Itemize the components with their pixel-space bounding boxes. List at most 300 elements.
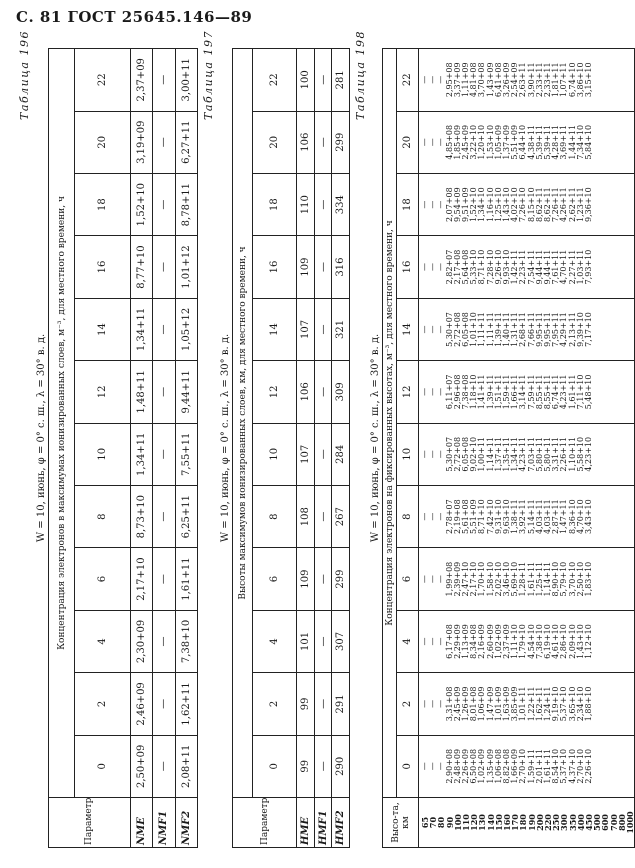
value: 7,17+10 bbox=[584, 312, 594, 347]
hour-cell: 0 bbox=[75, 735, 131, 797]
value: 1,31+11 bbox=[510, 312, 520, 347]
value: 7,11+10 bbox=[575, 374, 585, 410]
value: 3,22+10 bbox=[469, 124, 479, 160]
value: 9,31+10 bbox=[493, 499, 503, 535]
value: 1,37+09 bbox=[502, 124, 512, 160]
value-cell: 284 bbox=[332, 423, 350, 485]
value: 2,17+10 bbox=[469, 561, 479, 597]
value: — bbox=[436, 575, 446, 584]
value: 5,33+10 bbox=[469, 249, 479, 285]
rotated-page bbox=[16, 28, 635, 848]
value: 2,72+08 bbox=[452, 436, 462, 472]
value: 1,47+09 bbox=[485, 686, 495, 722]
value-cell: 99 bbox=[297, 735, 315, 797]
value: — bbox=[420, 637, 429, 646]
param-name-cell: NME bbox=[130, 798, 152, 848]
value: — bbox=[420, 699, 429, 708]
value: 1,11+09 bbox=[461, 62, 471, 98]
value: 2,96+08 bbox=[452, 374, 462, 410]
height-value: 70 bbox=[428, 816, 439, 829]
value: — bbox=[420, 325, 429, 334]
value: 1,10+11 bbox=[567, 436, 577, 472]
value-cell: — bbox=[153, 673, 175, 735]
value: — bbox=[428, 200, 438, 209]
value: 5,37+10 bbox=[559, 686, 569, 722]
value: 4,38+11 bbox=[526, 124, 536, 160]
param-name-cell: NMF1 bbox=[153, 798, 175, 848]
hour-cell: 4 bbox=[75, 610, 131, 672]
value: 1,22+11 bbox=[526, 686, 536, 722]
value: 3,31+08 bbox=[444, 686, 454, 722]
value: — bbox=[428, 575, 438, 584]
hour-cell: 22 bbox=[253, 49, 297, 112]
value: 5,80+11 bbox=[543, 436, 553, 472]
value: 1,51+11 bbox=[493, 374, 503, 410]
value: — bbox=[436, 699, 446, 708]
value: — bbox=[436, 637, 446, 646]
value-cell: 8,77+10 bbox=[130, 236, 152, 298]
value: 5,84+10 bbox=[584, 124, 594, 160]
value: — bbox=[428, 325, 438, 334]
value: 2,48+09 bbox=[452, 748, 462, 784]
value: 7,95+11 bbox=[551, 312, 561, 347]
value-cell: 8,78+11 bbox=[175, 173, 197, 235]
value: 1,23+11 bbox=[575, 187, 585, 222]
value: 1,13+09 bbox=[461, 624, 471, 659]
height-value: 1000 bbox=[625, 811, 635, 834]
value-cell: 106 bbox=[297, 361, 315, 423]
value: 1,01+10 bbox=[469, 312, 479, 347]
value: — bbox=[436, 325, 446, 334]
value: 3,86+10 bbox=[575, 62, 585, 98]
param-name-cell: HMF2 bbox=[332, 798, 350, 848]
value: 2,87+11 bbox=[551, 499, 561, 535]
value: 4,29+11 bbox=[559, 312, 569, 347]
value: 8,34+08 bbox=[469, 624, 479, 659]
value-cell: 2,17+10 bbox=[130, 548, 152, 610]
hour-cell: 10 bbox=[253, 423, 297, 485]
value-column-cell bbox=[419, 423, 635, 485]
hour-cell: 0 bbox=[397, 735, 419, 797]
table-row bbox=[332, 49, 350, 848]
value: 1,28+11 bbox=[518, 561, 528, 597]
hour-cell: 16 bbox=[75, 236, 131, 298]
hour-cell: 2 bbox=[75, 673, 131, 735]
value-cell: — bbox=[314, 173, 332, 235]
value: — bbox=[428, 75, 438, 84]
value-column-cell bbox=[419, 111, 635, 173]
value: 1,06+08 bbox=[493, 748, 503, 784]
value: 3,65+10 bbox=[567, 686, 577, 722]
value: 5,64+08 bbox=[461, 249, 471, 285]
value-cell: — bbox=[153, 236, 175, 298]
value: 1,62+11 bbox=[534, 686, 544, 722]
value-cell: 109 bbox=[297, 548, 315, 610]
value: 1,02+09 bbox=[493, 624, 503, 659]
value: 1,44+11 bbox=[567, 124, 577, 160]
value-cell: — bbox=[153, 361, 175, 423]
value-cell: 6,27+11 bbox=[175, 111, 197, 173]
value: 1,88+10 bbox=[584, 686, 594, 722]
value: — bbox=[428, 512, 438, 521]
hour-cell: 14 bbox=[253, 298, 297, 360]
value: 5,30+07 bbox=[444, 436, 454, 472]
table-row bbox=[153, 49, 175, 848]
value-cell: 7,55+11 bbox=[175, 423, 197, 485]
value-cell: — bbox=[314, 49, 332, 112]
table-197-label: Таблица 197 bbox=[202, 30, 215, 120]
value: — bbox=[420, 762, 429, 771]
value: 1,18+10 bbox=[469, 374, 479, 410]
value-cell: 101 bbox=[297, 610, 315, 672]
hour-cell: 18 bbox=[75, 173, 131, 235]
hour-cell: 2 bbox=[253, 673, 297, 735]
value-cell: — bbox=[153, 423, 175, 485]
hour-cell: 10 bbox=[75, 423, 131, 485]
value: 2,34+10 bbox=[575, 686, 585, 722]
value: 7,34+10 bbox=[575, 124, 585, 160]
value: 6,19+10 bbox=[543, 624, 553, 659]
value: 3,43+10 bbox=[584, 499, 594, 535]
heights-cell bbox=[419, 798, 635, 848]
value-cell: — bbox=[314, 423, 332, 485]
value: 2,70+10 bbox=[518, 748, 528, 784]
value: 7,59+11 bbox=[526, 374, 536, 410]
value: 9,54+09 bbox=[452, 187, 462, 222]
value: 9,93+10 bbox=[502, 249, 512, 285]
value: 3,69+11 bbox=[559, 124, 569, 160]
value: 9,95+11 bbox=[543, 312, 553, 347]
value: 8,62+11 bbox=[543, 187, 553, 222]
value: 2,72+08 bbox=[452, 312, 462, 347]
value-cell: 316 bbox=[332, 236, 350, 298]
value: 5,51+09 bbox=[469, 499, 479, 535]
value-cell: — bbox=[314, 548, 332, 610]
value: 5,48+10 bbox=[584, 374, 594, 410]
value: 2,26+10 bbox=[584, 748, 594, 784]
value: 8,01+08 bbox=[469, 686, 479, 722]
value-cell: 334 bbox=[332, 173, 350, 235]
value: 3,37+09 bbox=[452, 62, 462, 98]
value-column-cell bbox=[419, 173, 635, 235]
value-cell: 1,52+10 bbox=[130, 173, 152, 235]
value: 9,19+10 bbox=[551, 686, 561, 722]
table-198-span-header: Концентрация электронов на фиксированных высотах, м⁻³, для местного времени, ч bbox=[383, 49, 397, 798]
value: 1,39+11 bbox=[485, 374, 495, 410]
value: 2,50+10 bbox=[575, 561, 585, 597]
value-cell: — bbox=[314, 485, 332, 547]
value-cell: 1,48+11 bbox=[130, 361, 152, 423]
value: — bbox=[428, 263, 438, 272]
value: 6,44+10 bbox=[518, 124, 528, 160]
value: 8,54+10 bbox=[551, 748, 561, 784]
value-cell: 267 bbox=[332, 485, 350, 547]
table-row bbox=[314, 49, 332, 848]
height-value: 700 bbox=[608, 814, 619, 831]
height-value: 150 bbox=[493, 814, 504, 831]
value: 2,86+10 bbox=[559, 624, 569, 659]
value: 4,28+11 bbox=[551, 124, 561, 160]
value: 1,63+09 bbox=[502, 686, 512, 722]
value: 1,61+11 bbox=[543, 748, 553, 784]
value-cell: 7,38+10 bbox=[175, 610, 197, 672]
value: 4,61+10 bbox=[551, 624, 561, 659]
value: 1,59+11 bbox=[502, 374, 512, 410]
hour-cell: 10 bbox=[397, 423, 419, 485]
hour-cell: 16 bbox=[397, 236, 419, 298]
value: — bbox=[436, 263, 446, 272]
value-cell: — bbox=[153, 610, 175, 672]
height-value: 110 bbox=[461, 814, 472, 831]
value: 1,01+11 bbox=[518, 686, 528, 722]
value-cell: 2,08+11 bbox=[175, 735, 197, 797]
value: 9,26+10 bbox=[493, 249, 503, 285]
table-196-param-header: Параметр bbox=[49, 798, 131, 848]
value-cell: 107 bbox=[297, 423, 315, 485]
height-value: 220 bbox=[543, 814, 554, 831]
value: 4,85+08 bbox=[444, 124, 454, 160]
value: 1,34+11 bbox=[510, 436, 520, 472]
value: 6,41+08 bbox=[493, 62, 503, 98]
value: 2,09+10 bbox=[567, 624, 577, 659]
value: 7,38+08 bbox=[461, 374, 471, 410]
value-cell: 321 bbox=[332, 298, 350, 360]
value: — bbox=[420, 263, 429, 272]
value: 7,61+11 bbox=[551, 249, 561, 285]
value: — bbox=[428, 699, 438, 708]
value: 1,53+10 bbox=[485, 124, 495, 160]
value: 6,50+08 bbox=[469, 748, 479, 784]
height-value: 400 bbox=[575, 814, 586, 831]
value: 8,55+11 bbox=[543, 374, 553, 410]
value-column-cell bbox=[419, 298, 635, 360]
value-cell: 99 bbox=[297, 673, 315, 735]
value-cell: 100 bbox=[297, 49, 315, 112]
hour-cell: 8 bbox=[75, 485, 131, 547]
value: — bbox=[420, 138, 429, 147]
value-cell: 8,73+10 bbox=[130, 485, 152, 547]
value: 8,71+10 bbox=[477, 249, 487, 285]
table-198-label: Таблица 198 bbox=[354, 30, 367, 120]
value: 8,36+10 bbox=[567, 499, 577, 535]
value: 3,70+10 bbox=[567, 561, 577, 597]
value-cell: 1,34+11 bbox=[130, 298, 152, 360]
value: 8,82+08 bbox=[502, 748, 512, 784]
value-cell: — bbox=[314, 236, 332, 298]
height-value: 120 bbox=[469, 814, 480, 831]
hour-cell: 20 bbox=[253, 111, 297, 173]
value: — bbox=[436, 200, 446, 209]
value: 2,78+07 bbox=[444, 499, 454, 535]
value: 6,05+08 bbox=[461, 436, 471, 472]
height-value: 250 bbox=[551, 814, 562, 831]
hour-cell: 22 bbox=[397, 49, 419, 112]
value: 5,51+09 bbox=[510, 124, 520, 160]
value: 8,55+11 bbox=[534, 374, 544, 410]
hour-cell: 22 bbox=[75, 49, 131, 112]
value: 2,82+07 bbox=[444, 249, 454, 285]
height-value: 300 bbox=[559, 814, 570, 831]
height-value: 500 bbox=[592, 814, 603, 831]
value: — bbox=[436, 138, 446, 147]
value: 1,20+10 bbox=[477, 124, 487, 160]
value: 1,37+11 bbox=[493, 436, 503, 472]
value: 6,11+07 bbox=[444, 374, 454, 410]
value: 1,47+11 bbox=[559, 499, 569, 535]
value: 1,40+11 bbox=[502, 312, 512, 347]
value: 9,63+10 bbox=[502, 499, 512, 535]
hour-cell: 8 bbox=[397, 485, 419, 547]
height-value: 800 bbox=[616, 814, 627, 831]
value: — bbox=[420, 512, 429, 521]
value: 4,37+10 bbox=[567, 748, 577, 784]
value: 1,16+10 bbox=[485, 187, 495, 222]
table-196 bbox=[48, 48, 198, 848]
value: 5,30+07 bbox=[444, 312, 454, 347]
value: 8,62+11 bbox=[534, 187, 544, 222]
value: 2,54+09 bbox=[510, 62, 520, 98]
value: 2,62+11 bbox=[567, 187, 577, 222]
value: 1,01+09 bbox=[493, 686, 503, 722]
value-column-cell bbox=[419, 548, 635, 610]
value-cell: 299 bbox=[332, 111, 350, 173]
value: 6,05+08 bbox=[461, 312, 471, 347]
value-cell: 109 bbox=[297, 236, 315, 298]
value-cell: — bbox=[314, 673, 332, 735]
value-cell: 9,44+11 bbox=[175, 361, 197, 423]
value: 1,38+11 bbox=[510, 499, 520, 535]
value: 8,90+10 bbox=[551, 561, 561, 597]
value: 2,13+11 bbox=[567, 312, 577, 347]
value: 2,70+10 bbox=[575, 748, 585, 784]
value: 1,41+11 bbox=[477, 374, 487, 410]
value: 6,74+10 bbox=[567, 62, 577, 98]
value: 2,02+10 bbox=[493, 561, 503, 597]
param-name-cell: HME bbox=[297, 798, 315, 848]
hour-cell: 20 bbox=[397, 111, 419, 173]
value: 5,39+11 bbox=[534, 124, 544, 160]
value: 1,58+10 bbox=[485, 561, 495, 597]
value-cell: 107 bbox=[297, 298, 315, 360]
value: 1,61+11 bbox=[567, 374, 577, 410]
table-197-hours-row bbox=[253, 49, 297, 848]
value: — bbox=[436, 762, 446, 771]
value: 5,14+11 bbox=[526, 499, 536, 535]
table-row bbox=[419, 49, 635, 848]
value: — bbox=[428, 450, 438, 459]
value: — bbox=[420, 75, 429, 84]
value: 1,34+10 bbox=[477, 187, 487, 222]
value: 1,43+10 bbox=[575, 624, 585, 659]
value: 1,26+09 bbox=[461, 686, 471, 722]
value-cell: — bbox=[314, 111, 332, 173]
value-cell: 2,46+09 bbox=[130, 673, 152, 735]
value-cell: — bbox=[314, 298, 332, 360]
table-196-label: Таблица 196 bbox=[18, 30, 31, 120]
value: 6,17+08 bbox=[444, 624, 454, 659]
height-value: 600 bbox=[600, 814, 611, 831]
value: 3,31+11 bbox=[551, 436, 561, 472]
value: 1,03+11 bbox=[575, 249, 585, 285]
value: 3,14+11 bbox=[518, 374, 528, 410]
value-cell: 281 bbox=[332, 49, 350, 112]
hour-cell: 4 bbox=[253, 610, 297, 672]
value: 4,03+11 bbox=[543, 499, 553, 535]
value: 9,02+10 bbox=[469, 436, 479, 472]
value-column-cell bbox=[419, 361, 635, 423]
value: 4,23+11 bbox=[559, 374, 569, 410]
value: 5,80+11 bbox=[534, 436, 544, 472]
value: 1,35+09 bbox=[485, 748, 495, 784]
value: 9,44+11 bbox=[543, 249, 553, 285]
value-cell: 299 bbox=[332, 548, 350, 610]
value: 5,39+11 bbox=[543, 124, 553, 160]
height-value: 200 bbox=[534, 814, 545, 831]
value: 4,70+10 bbox=[575, 499, 585, 535]
table-197-span-header: Высоты максимумов ионизированных слоев, км, для местного времени, ч bbox=[233, 49, 253, 798]
table-196-hours-row bbox=[75, 49, 131, 848]
value-cell: 108 bbox=[297, 485, 315, 547]
value: 4,81+08 bbox=[469, 62, 479, 98]
value: 2,90+08 bbox=[444, 748, 454, 784]
value-cell: 1,05+12 bbox=[175, 298, 197, 360]
value: 9,44+11 bbox=[534, 249, 544, 285]
value: 1,11+10 bbox=[510, 624, 520, 659]
value: 5,58+10 bbox=[575, 436, 585, 472]
value: 9,36+10 bbox=[584, 187, 594, 222]
value: 2,23+11 bbox=[518, 249, 528, 285]
value: 1,14+11 bbox=[543, 561, 553, 597]
table-197 bbox=[232, 48, 350, 848]
value: 2,60+09 bbox=[485, 624, 495, 659]
hour-cell: 2 bbox=[397, 673, 419, 735]
value-cell: 3,00+11 bbox=[175, 49, 197, 112]
value: 1,61+11 bbox=[526, 561, 536, 597]
value-cell: — bbox=[153, 485, 175, 547]
value-cell: 1,01+12 bbox=[175, 236, 197, 298]
value-cell: — bbox=[153, 173, 175, 235]
value: 8,15+10 bbox=[526, 187, 536, 222]
value: 1,24+11 bbox=[543, 686, 553, 722]
value: 9,39+10 bbox=[575, 312, 585, 347]
value: — bbox=[420, 450, 429, 459]
value: 2,45+09 bbox=[452, 686, 462, 722]
value-cell: 2,30+09 bbox=[130, 610, 152, 672]
hour-cell: 20 bbox=[75, 111, 131, 173]
value-cell: 291 bbox=[332, 673, 350, 735]
value-cell: 307 bbox=[332, 610, 350, 672]
hour-cell: 8 bbox=[253, 485, 297, 547]
value-cell: 3,19+09 bbox=[130, 111, 152, 173]
value: 1,52+10 bbox=[469, 187, 479, 222]
value: 1,12+10 bbox=[584, 624, 594, 659]
value: 7,42+10 bbox=[485, 499, 495, 535]
value: 1,25+10 bbox=[493, 187, 503, 222]
value: 3,46+10 bbox=[502, 561, 512, 597]
height-value: 450 bbox=[584, 814, 595, 831]
value-cell: — bbox=[314, 735, 332, 797]
page-header: С. 81 ГОСТ 25645.146—89 bbox=[16, 8, 253, 26]
value: 7,93+10 bbox=[584, 249, 594, 285]
value: 4,54+10 bbox=[526, 624, 536, 659]
hour-cell: 0 bbox=[253, 735, 297, 797]
hour-cell: 12 bbox=[75, 361, 131, 423]
value: 1,25+11 bbox=[534, 561, 544, 597]
value-column-cell bbox=[419, 735, 635, 797]
height-value: 160 bbox=[502, 814, 513, 831]
value-cell: — bbox=[153, 298, 175, 360]
value: — bbox=[420, 575, 429, 584]
